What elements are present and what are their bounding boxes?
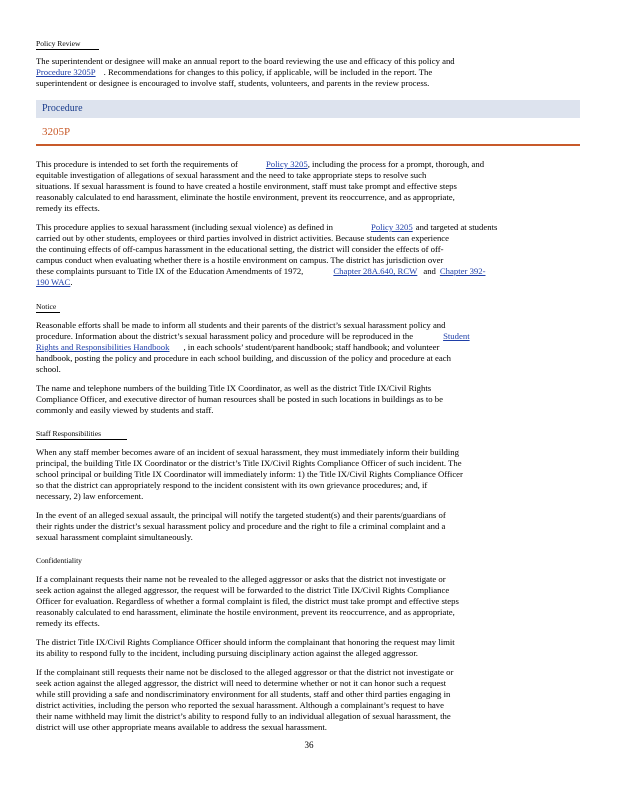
procedure-bar-label: Procedure: [42, 103, 83, 114]
notice-p2-line-2: Compliance Officer, and executive director of human resources shall be posted in such locations in buildings as to be: [36, 394, 443, 404]
notice-line-1: Reasonable efforts shall be made to inform all students and their parents of the district’s sexual harassment policy and: [36, 320, 446, 330]
intro-line-1: This procedure is intended to set forth the requirements of Policy 3205, including the process for a prompt, thorough, and: [36, 159, 485, 169]
rcw-28a-640-link[interactable]: Chapter 28A.640, RCW: [333, 266, 418, 276]
wac-392-190-link-cont[interactable]: 190 WAC: [36, 277, 71, 287]
applies-line-4: campus conduct when evaluating whether there is a hostile environment on campus. The district has jurisdiction over: [36, 255, 444, 265]
staff-line-5: necessary, 2) law enforcement.: [36, 491, 144, 501]
intro-line-3: situations. If sexual harassment is found to have created a hostile environment, staff must take prompt and effective steps: [36, 181, 457, 191]
conf-p3-line-6: district will use other appropriate means available to address the sexual harassment.: [36, 722, 327, 732]
conf-p1-line-4: reasonably calculated to end harassment, eliminate the hostile environment, prevent its reoccurrence, and as appropriate,: [36, 607, 455, 617]
staff-line-4: so that the district can appropriately respond to the incident consistent with its own grievance procedures; and, if: [36, 480, 428, 490]
conf-p2-line-1: The district Title IX/Civil Rights Compliance Officer should inform the complainant that honoring the request may limit: [36, 637, 455, 647]
notice-line-5: school.: [36, 364, 61, 374]
staff-p2-line-2: their rights under the district’s sexual harassment policy and procedure and the right to file a criminal complaint and a: [36, 521, 446, 531]
conf-p1-line-2: seek action against the alleged aggressor, the request will be forwarded to the district Title IX/Civil Rights Compliance: [36, 585, 450, 595]
conf-p2-line-2: its ability to respond fully to the incident, including pursuing disciplinary action against the alleged aggressor.: [36, 648, 418, 658]
applies-line-6: 190 WAC.: [36, 277, 73, 287]
policy-review-line-2: Procedure 3205P . Recommendations for changes to this policy, if applicable, will be included in the report. The: [36, 67, 433, 77]
policy-3205-link[interactable]: Policy 3205: [265, 159, 308, 169]
notice-line-2: procedure. Information about the district’s sexual harassment policy and procedure will be reproduced in the Student: [36, 331, 470, 341]
conf-p3-line-1: If the complainant still requests their name not be disclosed to the alleged aggressor or that the district not investigate or: [36, 667, 454, 677]
staff-line-1: When any staff member becomes aware of an incident of sexual harassment, they must immediately inform their building: [36, 447, 459, 457]
policy-review-line-3: superintendent or designee is encouraged to involve staff, students, volunteers, and parents in the review process.: [36, 78, 430, 88]
intro-line-4: reasonably calculated to end harassment, eliminate the hostile environment, prevent its reoccurrence, and as appropriate,: [36, 192, 455, 202]
staff-line-3: school principal or building Title IX Coordinator will immediately inform: 1) the Title IX/Civil Rights Compliance Officer: [36, 469, 463, 479]
intro-line-2: equitable investigation of allegations of sexual harassment and the need to take appropriate steps to resolve such: [36, 170, 427, 180]
intro-line-5: remedy its effects.: [36, 203, 100, 213]
staff-p2-line-3: sexual harassment complaint simultaneously.: [36, 532, 193, 542]
staff-responsibilities-heading: Staff Responsibilities: [36, 429, 127, 438]
conf-p3-line-4: district activities, including the person who reported the sexual harassment. Although a complainant’s request to have: [36, 700, 444, 710]
procedure-title-rule: [36, 144, 580, 146]
conf-p3-line-2: seek action against the alleged aggressor, the district will need to determine whether or not it can honor such a request: [36, 678, 447, 688]
conf-p1-line-5: remedy its effects.: [36, 618, 100, 628]
conf-p1-line-1: If a complainant requests their name not be revealed to the alleged aggressor or asks that the district not investigate or: [36, 574, 446, 584]
conf-p1-line-3: Officer for evaluation. Regardless of whether a formal complaint is filed, the district must take prompt and effective steps: [36, 596, 459, 606]
staff-p2-line-1: In the event of an alleged sexual assault, the principal will notify the targeted student(s) and their parents/guardians of: [36, 510, 446, 520]
notice-p2-line-1: The name and telephone numbers of the building Title IX Coordinator, as well as the district Title IX/Civil Rights: [36, 383, 432, 393]
notice-line-4: handbook, posting the policy and procedure in each school building, and discussion of the policy and procedure at each: [36, 353, 451, 363]
staff-line-2: principal, the building Title IX Coordinator or the district’s Title IX/Civil Rights Compliance Officer of such incident. The: [36, 458, 462, 468]
applies-line-3: the continuing effects of off-campus harassment in the educational setting, the district will consider the effects of off-: [36, 244, 444, 254]
notice-p2-line-3: commonly and easily viewed by students and staff.: [36, 405, 214, 415]
notice-heading: Notice: [36, 302, 60, 311]
applies-line-2: carried out by other students, employees or third parties involved in district activities. Because students can experience: [36, 233, 450, 243]
procedure-3205p-link[interactable]: Procedure 3205P: [36, 67, 96, 77]
applies-line-5: these complaints pursuant to Title IX of the Education Amendments of 1972, Chapter 28A.640, RCW and Chapter 392-: [36, 266, 486, 276]
policy-3205-link-2[interactable]: Policy 3205: [370, 222, 413, 232]
page-number: 36: [304, 740, 314, 750]
confidentiality-heading: Confidentiality: [36, 556, 82, 565]
student-rights-handbook-link[interactable]: Student: [443, 331, 470, 341]
applies-line-1: This procedure applies to sexual harassment (including sexual violence) as defined in Policy 3205 and targeted at students: [36, 222, 498, 232]
conf-p3-line-3: while still providing a safe and nondiscriminatory environment for all students, staff and other third parties engaging in: [36, 689, 451, 699]
notice-line-3: Rights and Responsibilities Handbook , in each schools’ student/parent handbook; staff handbook; and volunteer: [36, 342, 440, 352]
procedure-code-title: 3205P: [42, 126, 71, 138]
policy-review-line-1: The superintendent or designee will make an annual report to the board reviewing the use and efficacy of this policy and: [36, 56, 455, 66]
procedure-section-bar: [36, 100, 580, 118]
policy-review-heading: Policy Review: [36, 39, 99, 48]
student-rights-handbook-link-cont[interactable]: Rights and Responsibilities Handbook: [36, 342, 170, 352]
wac-392-190-link[interactable]: Chapter 392-: [439, 266, 486, 276]
conf-p3-line-5: their name withheld may limit the district’s ability to respond fully to an individual allegation of sexual harassment, the: [36, 711, 451, 721]
